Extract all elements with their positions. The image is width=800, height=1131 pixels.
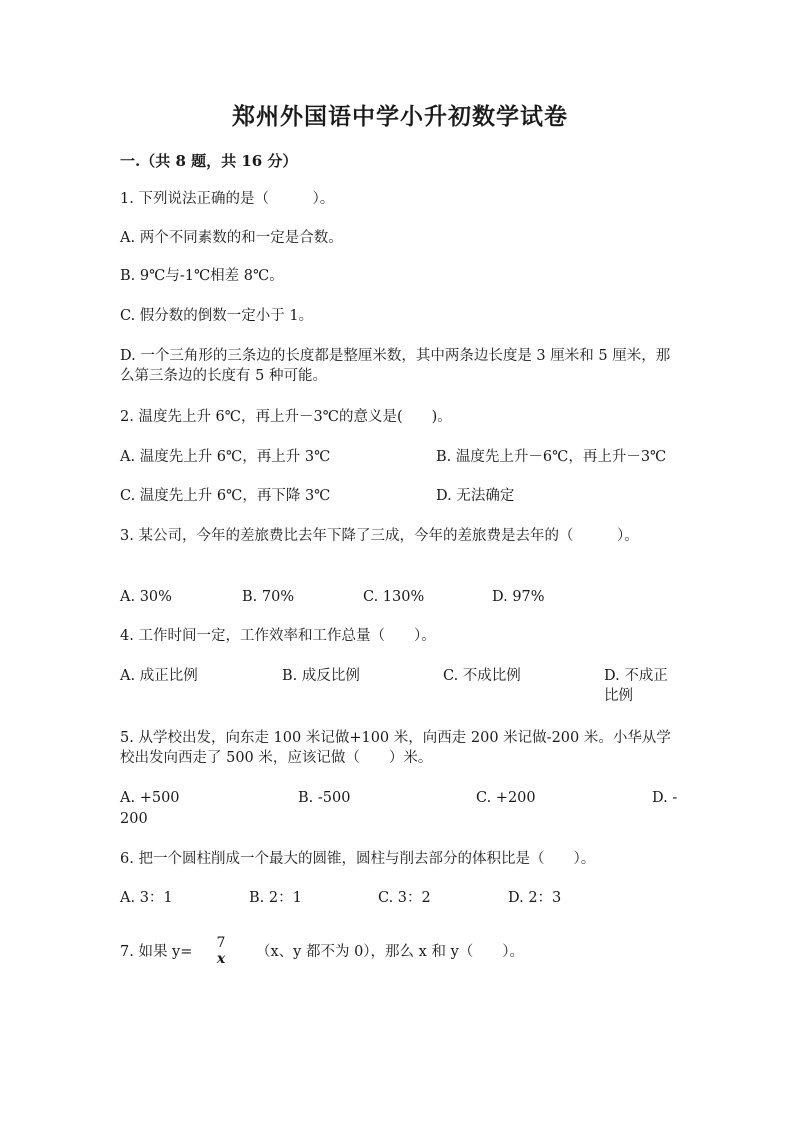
question-2-stem: 2. 温度先上升 6℃，再上升－3℃的意义是( )。	[120, 409, 452, 425]
question-4-option-b: B. 成反比例	[282, 668, 360, 684]
question-4-stem: 4. 工作时间一定，工作效率和工作总量（ ）。	[120, 628, 436, 644]
question-1-option-b: B. 9℃与-1℃相差 8℃。	[120, 268, 284, 284]
section-heading: 一.（共 8 题，共 16 分）	[120, 152, 298, 170]
question-1-option-c: C. 假分数的倒数一定小于 1。	[120, 308, 314, 324]
question-5-option-c: C. +200	[476, 790, 536, 806]
question-5-option-d: D. -	[652, 790, 678, 806]
question-3-option-b: B. 70%	[242, 589, 295, 605]
question-2-option-c: C. 温度先上升 6℃，再下降 3℃	[120, 488, 331, 504]
page-title: 郑州外国语中学小升初数学试卷	[232, 103, 568, 130]
question-2-option-d: D. 无法确定	[436, 488, 515, 504]
question-5-option-b: B. -500	[298, 790, 351, 806]
question-4-option-d: D. 不成正比例	[604, 668, 668, 704]
fraction-seven-over-x	[213, 935, 229, 967]
question-5-option-a: A. +500	[120, 790, 180, 806]
question-5-option-d-continued: 200	[120, 811, 148, 827]
question-1-stem: 1. 下列说法正确的是（ ）。	[120, 191, 335, 207]
question-2-option-a: A. 温度先上升 6℃，再上升 3℃	[120, 449, 331, 465]
question-6-option-c: C. 3：2	[378, 890, 431, 906]
question-7-stem-start: 7. 如果 y=	[120, 944, 193, 960]
question-3-option-a: A. 30%	[120, 589, 172, 605]
question-6-option-d: D. 2：3	[508, 890, 562, 906]
fraction-denominator: x	[216, 951, 226, 967]
question-3-option-d: D. 97%	[492, 589, 545, 605]
question-5-stem: 5. 从学校出发，向东走 100 米记做+100 米，向西走 200 米记做-200 米。小华从学校出发向西走了 500 米，应该记做（ ）米。	[120, 730, 671, 766]
question-4-option-a: A. 成正比例	[120, 668, 198, 684]
question-6-option-a: A. 3：1	[120, 890, 173, 906]
question-3-option-c: C. 130%	[363, 589, 425, 605]
fraction-numerator: 7	[216, 935, 226, 951]
question-4-option-c: C. 不成比例	[443, 668, 521, 684]
question-1-option-a: A. 两个不同素数的和一定是合数。	[120, 230, 343, 246]
question-6-option-b: B. 2：1	[249, 890, 302, 906]
question-2-option-b: B. 温度先上升－6℃，再上升－3℃	[436, 449, 667, 465]
question-3-stem: 3. 某公司，今年的差旅费比去年下降了三成，今年的差旅费是去年的（ ）。	[120, 528, 639, 544]
question-7-stem-end: （x、y 都不为 0），那么 x 和 y（ ）。	[256, 944, 525, 960]
question-6-stem: 6. 把一个圆柱削成一个最大的圆锥，圆柱与削去部分的体积比是（ ）。	[120, 851, 596, 867]
question-1-option-d: D. 一个三角形的三条边的长度都是整厘米数，其中两条边长度是 3 厘米和 5 厘米，那么第三条边的长度有 5 种可能。	[120, 348, 671, 384]
